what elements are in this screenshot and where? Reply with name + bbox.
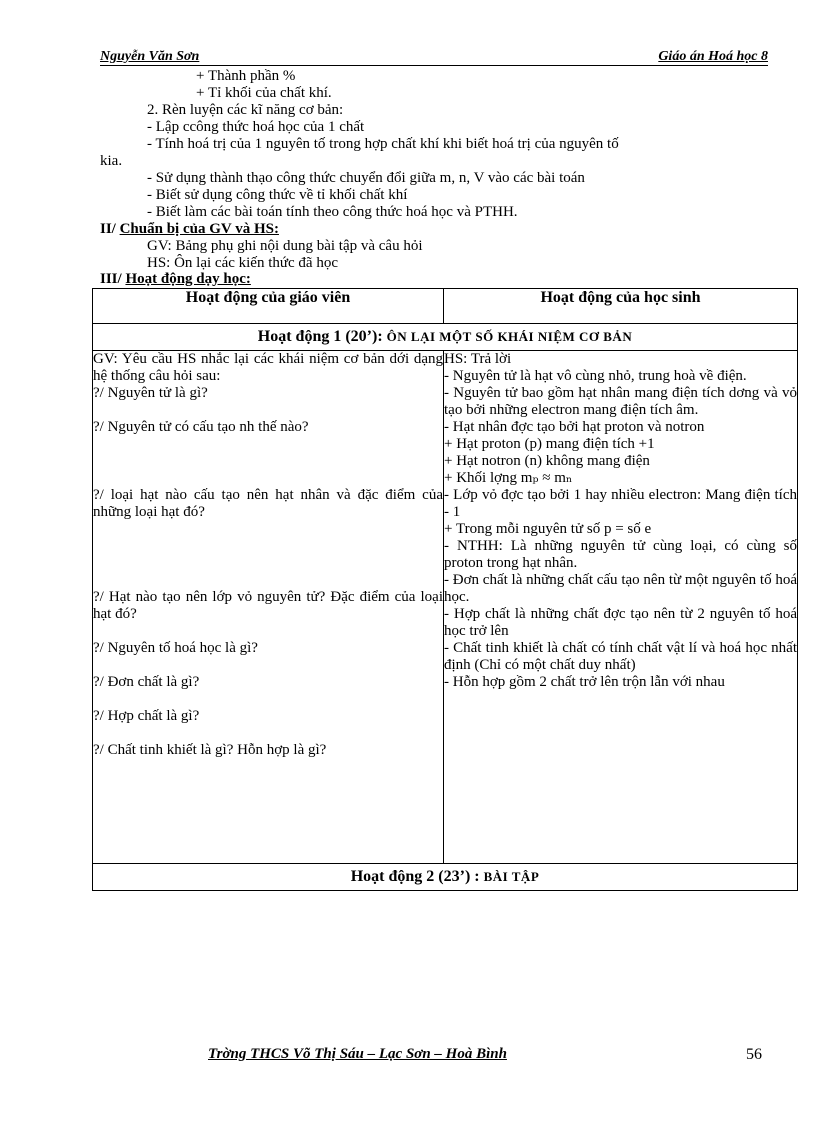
teacher-line: ?/ Nguyên tử có cấu tạo nh thế nào?: [93, 419, 309, 435]
teacher-activity-cell: [93, 351, 444, 864]
teacher-line: ?/ Hợp chất là gì?: [93, 708, 200, 724]
subject-title: Giáo án Hoá học 8: [658, 49, 768, 64]
intro-line: + Tỉ khối của chất khí.: [196, 85, 332, 101]
section-3-title: Hoạt động dạy học:: [125, 271, 251, 287]
activity-1-label: Hoạt động 1 (20’):: [257, 328, 383, 345]
student-line: + Hạt notron (n) không mang điện: [444, 453, 650, 469]
student-line: - NTHH: Là những nguyên tử cùng loại, có cùng số proton trong hạt nhân.: [444, 538, 797, 571]
teacher-line: ?/ Nguyên tử là gì?: [93, 385, 208, 401]
page-number: 56: [746, 1046, 762, 1063]
lesson-table: [92, 288, 798, 891]
section-2-heading: [100, 221, 279, 238]
teacher-line: GV: Yêu cầu HS nhắc lại các khái niệm cơ bản dới dạng hệ thống câu hỏi sau:: [93, 351, 443, 384]
section-2-title: Chuẩn bị của GV và HS:: [119, 221, 279, 237]
school-footer: Trờng THCS Võ Thị Sáu – Lạc Sơn – Hoà Bình: [208, 1046, 507, 1062]
student-line: - Đơn chất là những chất cấu tạo nên từ một nguyên tố hoá học.: [444, 572, 797, 605]
student-column-header: Hoạt động của học sinh: [444, 289, 798, 324]
activity-2-topic: BÀI TẬP: [483, 869, 540, 884]
teacher-line: ?/ loại hạt nào cấu tạo nên hạt nhân và đặc điểm của những loại hạt đó?: [93, 487, 443, 520]
teacher-line: ?/ Hạt nào tạo nên lớp vỏ nguyên tử? Đặc điểm của loại hạt đó?: [93, 589, 443, 622]
activity-1-row: [93, 324, 798, 351]
intro-line: kia.: [100, 153, 123, 169]
student-activity-cell: [444, 351, 798, 864]
section-3-heading: [100, 271, 251, 288]
activity-2-label: Hoạt động 2 (23’) :: [350, 868, 480, 885]
student-line: + Hạt proton (p) mang điện tích +1: [444, 436, 655, 452]
section-2-number: II/: [100, 221, 116, 237]
prep-hs: HS: Ôn lại các kiến thức đã học: [147, 255, 338, 271]
intro-line: + Thành phần %: [196, 68, 296, 84]
teacher-column-header: Hoạt động của giáo viên: [93, 289, 444, 324]
page-header: [100, 48, 768, 66]
student-line: + Trong mỗi nguyên tử số p = số e: [444, 521, 652, 537]
prep-gv: GV: Bảng phụ ghi nội dung bài tập và câu hỏi: [147, 238, 423, 254]
student-line: - Hỗn hợp gồm 2 chất trở lên trộn lẫn với nhau: [444, 674, 725, 690]
student-line: - Hạt nhân đợc tạo bởi hạt proton và notron: [444, 419, 705, 435]
student-line: - Chất tinh khiết là chất có tính chất vật lí và hoá học nhất định (Chỉ có một chất duy nhất): [444, 640, 797, 673]
activity-2-row: [93, 864, 798, 891]
student-line: - Lớp vỏ đợc tạo bởi 1 hay nhiều electron: Mang điện tích - 1: [444, 487, 797, 520]
activity-1-topic: ÔN LẠI MỘT SỐ KHÁI NIỆM CƠ BẢN: [386, 329, 633, 344]
teacher-line: ?/ Nguyên tố hoá học là gì?: [93, 640, 258, 656]
student-line: - Hợp chất là những chất đợc tạo nên từ 2 nguyên tố hoá học trở lên: [444, 606, 797, 639]
intro-line: - Biết làm các bài toán tính theo công thức hoá học và PTHH.: [147, 204, 518, 220]
student-line: HS: Trả lời: [444, 351, 512, 367]
intro-line: - Lập ccông thức hoá học của 1 chất: [147, 119, 365, 135]
intro-line: 2. Rèn luyện các kĩ năng cơ bản:: [147, 102, 344, 118]
student-line: + Khối lợng mₚ ≈ mₙ: [444, 470, 573, 486]
teacher-line: ?/ Đơn chất là gì?: [93, 674, 200, 690]
intro-line: - Tính hoá trị của 1 nguyên tố trong hợp chất khí khi biết hoá trị của nguyên tố: [147, 136, 619, 152]
intro-line: - Biết sử dụng công thức về tỉ khối chất khí: [147, 187, 408, 203]
intro-line: - Sử dụng thành thạo công thức chuyển đổi giữa m, n, V vào các bài toán: [147, 170, 585, 186]
teacher-line: ?/ Chất tinh khiết là gì? Hỗn hợp là gì?: [93, 742, 327, 758]
section-3-number: III/: [100, 271, 122, 287]
student-line: - Nguyên tử là hạt vô cùng nhỏ, trung hoà về điện.: [444, 368, 747, 384]
author-name: Nguyễn Văn Sơn: [100, 49, 200, 64]
student-line: - Nguyên tử bao gồm hạt nhân mang điện tích dơng và vỏ tạo bởi những electron mang điện tích âm.: [444, 385, 797, 418]
